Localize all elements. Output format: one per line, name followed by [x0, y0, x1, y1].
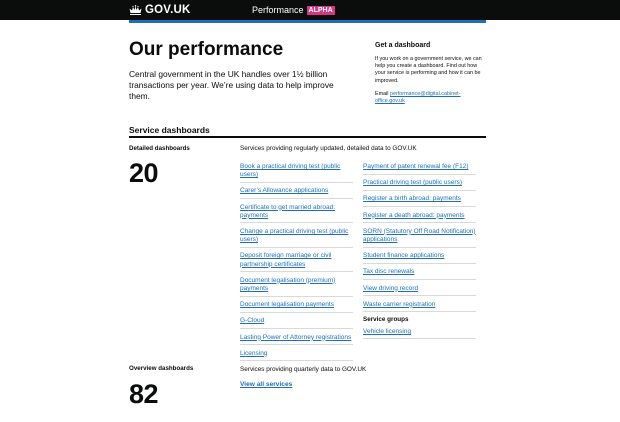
govuk-logo[interactable] — [129, 3, 191, 17]
overview-dashboards-title: Overview dashboards — [129, 365, 194, 372]
service-link[interactable]: Document legalisation payments — [240, 300, 353, 313]
email-link[interactable]: performance@digital.cabinet-office.gov.uk — [375, 90, 461, 105]
services-column-a — [240, 162, 353, 365]
service-link[interactable]: Document legalisation (premium) payments — [240, 276, 353, 297]
service-link[interactable]: Register a birth abroad: payments — [363, 194, 476, 207]
service-link[interactable]: Certificate to get married abroad: payments — [240, 203, 353, 224]
aside-title: Get a dashboard — [375, 42, 431, 49]
service-link[interactable]: Waste carrier registration — [363, 300, 476, 313]
service-link[interactable]: G-Cloud — [240, 316, 353, 329]
service-link[interactable]: Practical driving test (public users) — [363, 178, 476, 191]
section-rule — [129, 136, 486, 138]
service-link[interactable]: View driving record — [363, 284, 476, 297]
header-blue-rule — [129, 20, 486, 23]
service-link[interactable]: Vehicle licensing — [363, 327, 476, 340]
service-link[interactable]: Carer’s Allowance applications — [240, 186, 353, 199]
email-label: Email — [375, 90, 389, 97]
service-link[interactable]: Licensing — [240, 349, 353, 362]
detailed-dashboards-description: Services providing regularly updated, detailed data to GOV.UK — [240, 145, 417, 152]
page-title: Our performance — [129, 39, 284, 60]
detailed-dashboards-title: Detailed dashboards — [129, 145, 190, 152]
service-link[interactable]: SORN (Statutory Off Road Notification) applications — [363, 227, 476, 248]
intro-lede: Central government in the UK handles over 1½ billion transactions per year. We’re using data to help improve them. — [129, 69, 334, 101]
get-dashboard-aside — [375, 41, 487, 105]
aside-text: If you work on a government service, we can help you create a dashboard. Find out how your service is performing and how it can be improved. — [375, 56, 482, 84]
services-list-b — [363, 162, 476, 312]
section-title: Service dashboards — [129, 125, 210, 135]
site-header — [0, 0, 620, 20]
service-link[interactable]: Payment of patent renewal fee (F12) — [363, 162, 476, 175]
service-link[interactable]: Deposit foreign marriage or civil partnership certificates — [240, 251, 353, 272]
overview-dashboards-count: 82 — [129, 379, 159, 409]
service-groups-title: Service groups — [363, 315, 409, 323]
service-link[interactable]: Change a practical driving test (public users) — [240, 227, 353, 248]
service-link[interactable]: Tax disc renewals — [363, 267, 476, 280]
service-link[interactable]: Register a death abroad: payments — [363, 211, 476, 224]
phase-tag: ALPHA — [308, 6, 333, 14]
view-all-services-link[interactable]: View all services — [240, 381, 293, 388]
overview-dashboards-description: Services providing quarterly data to GOV.UK — [240, 366, 367, 373]
service-groups-list — [363, 327, 476, 340]
product-label: Performance — [252, 5, 304, 15]
detailed-dashboards-count: 20 — [129, 158, 159, 188]
service-link[interactable]: Lasting Power of Attorney registrations — [240, 333, 353, 346]
logo-text: GOV.UK — [145, 4, 191, 16]
product-name[interactable] — [252, 4, 335, 16]
service-link[interactable]: Student finance applications — [363, 251, 476, 264]
aside-email — [375, 91, 487, 105]
services-column-b — [363, 162, 476, 343]
crown-icon — [129, 5, 142, 15]
service-link[interactable]: Book a practical driving test (public users) — [240, 162, 353, 183]
